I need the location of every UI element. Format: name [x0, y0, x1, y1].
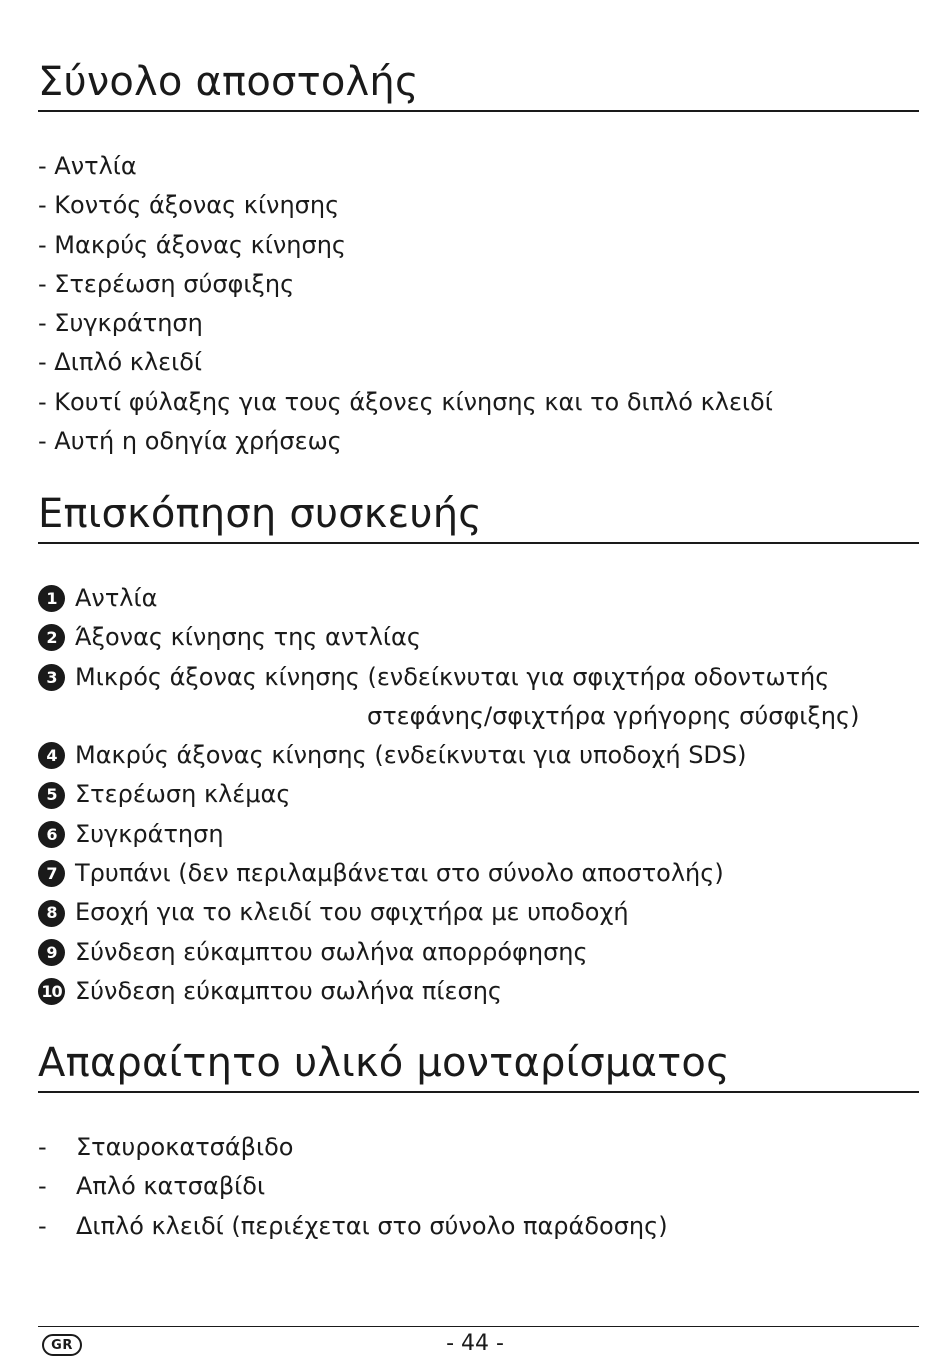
overview-item-text: Εσοχή για το κλειδί του σφιχτήρα με υποδοχή [75, 898, 629, 927]
section-title-overview: Επισκόπηση συσκευής [38, 490, 919, 544]
list-item [38, 1128, 668, 1167]
overview-item-4 [38, 736, 859, 775]
list-item: - Διπλό κλειδί [38, 348, 203, 377]
number-badge-icon: 1 [38, 585, 65, 612]
overview-item-text: Σύνδεση εύκαμπτου σωλήνα πίεσης [75, 976, 502, 1005]
list-item: - Στερέωση σύσφιξης [38, 269, 295, 298]
section-title-delivery: Σύνολο αποστολής [38, 58, 919, 112]
number-badge-icon: 7 [38, 860, 65, 887]
tools-item-text: Διπλό κλειδί (περιέχεται στο σύνολο παράδοσης) [76, 1211, 668, 1240]
overview-item-5 [38, 775, 859, 814]
overview-item-9 [38, 933, 859, 972]
overview-item-8 [38, 893, 859, 932]
overview-item-3 [38, 658, 859, 697]
overview-item-text: Στερέωση κλέμας [75, 780, 291, 809]
overview-item-2 [38, 618, 859, 657]
dash-bullet: - [38, 1133, 47, 1161]
footer-divider [38, 1326, 919, 1327]
list-item: - Κοντός άξονας κίνησης [38, 191, 340, 220]
delivery-list [38, 147, 773, 461]
overview-item-10 [38, 972, 859, 1011]
manual-page [38, 0, 919, 1362]
tools-item-text: Απλό κατσαβίδι [76, 1172, 266, 1201]
dash-bullet: - [38, 1172, 47, 1201]
list-item: - Αυτή η οδηγία χρήσεως [38, 427, 342, 456]
overview-item-1 [38, 579, 859, 618]
list-item [38, 1167, 668, 1206]
tools-list [38, 1128, 668, 1246]
overview-item-7 [38, 854, 859, 893]
page-number: - 44 - [446, 1331, 504, 1356]
list-item: - Αντλία [38, 152, 137, 180]
overview-item-text: Συγκράτηση [75, 819, 224, 848]
overview-item-6 [38, 815, 859, 854]
overview-item-text: Μακρύς άξονας κίνησης (ενδείκνυται για υποδοχή SDS) [75, 741, 747, 770]
overview-item-text: Άξονας κίνησης της αντλίας [75, 623, 421, 652]
number-badge-icon: 10 [38, 978, 65, 1005]
overview-item-text: Σύνδεση εύκαμπτου σωλήνα απορρόφησης [75, 937, 588, 966]
number-badge-icon: 9 [38, 939, 65, 966]
dash-bullet: - [38, 1211, 47, 1240]
list-item: - Συγκράτηση [38, 309, 203, 338]
number-badge-icon: 6 [38, 821, 65, 848]
number-badge-icon: 3 [38, 664, 65, 691]
overview-item-text: Τρυπάνι (δεν περιλαμβάνεται στο σύνολο αποστολής) [75, 859, 724, 888]
number-badge-icon: 2 [38, 624, 65, 651]
country-code-badge: GR [42, 1334, 82, 1356]
tools-item-text: Σταυροκατσάβιδο [76, 1133, 294, 1161]
overview-list [38, 579, 859, 1011]
list-item: - Μακρύς άξονας κίνησης [38, 230, 347, 259]
number-badge-icon: 8 [38, 900, 65, 927]
overview-item-text: Μικρός άξονας κίνησης (ενδείκνυται για σφιχτήρα οδοντωτής [75, 662, 830, 691]
list-item [38, 1207, 668, 1246]
overview-item-text: Αντλία [75, 584, 158, 612]
list-item: - Κουτί φύλαξης για τους άξονες κίνησης και το διπλό κλειδί [38, 387, 773, 416]
section-title-tools: Απαραίτητο υλικό μονταρίσματος [38, 1039, 919, 1093]
number-badge-icon: 5 [38, 782, 65, 809]
number-badge-icon: 4 [38, 742, 65, 769]
overview-item-3-continuation: στεφάνης/σφιχτήρα γρήγορης σύσφιξης) [367, 701, 860, 730]
